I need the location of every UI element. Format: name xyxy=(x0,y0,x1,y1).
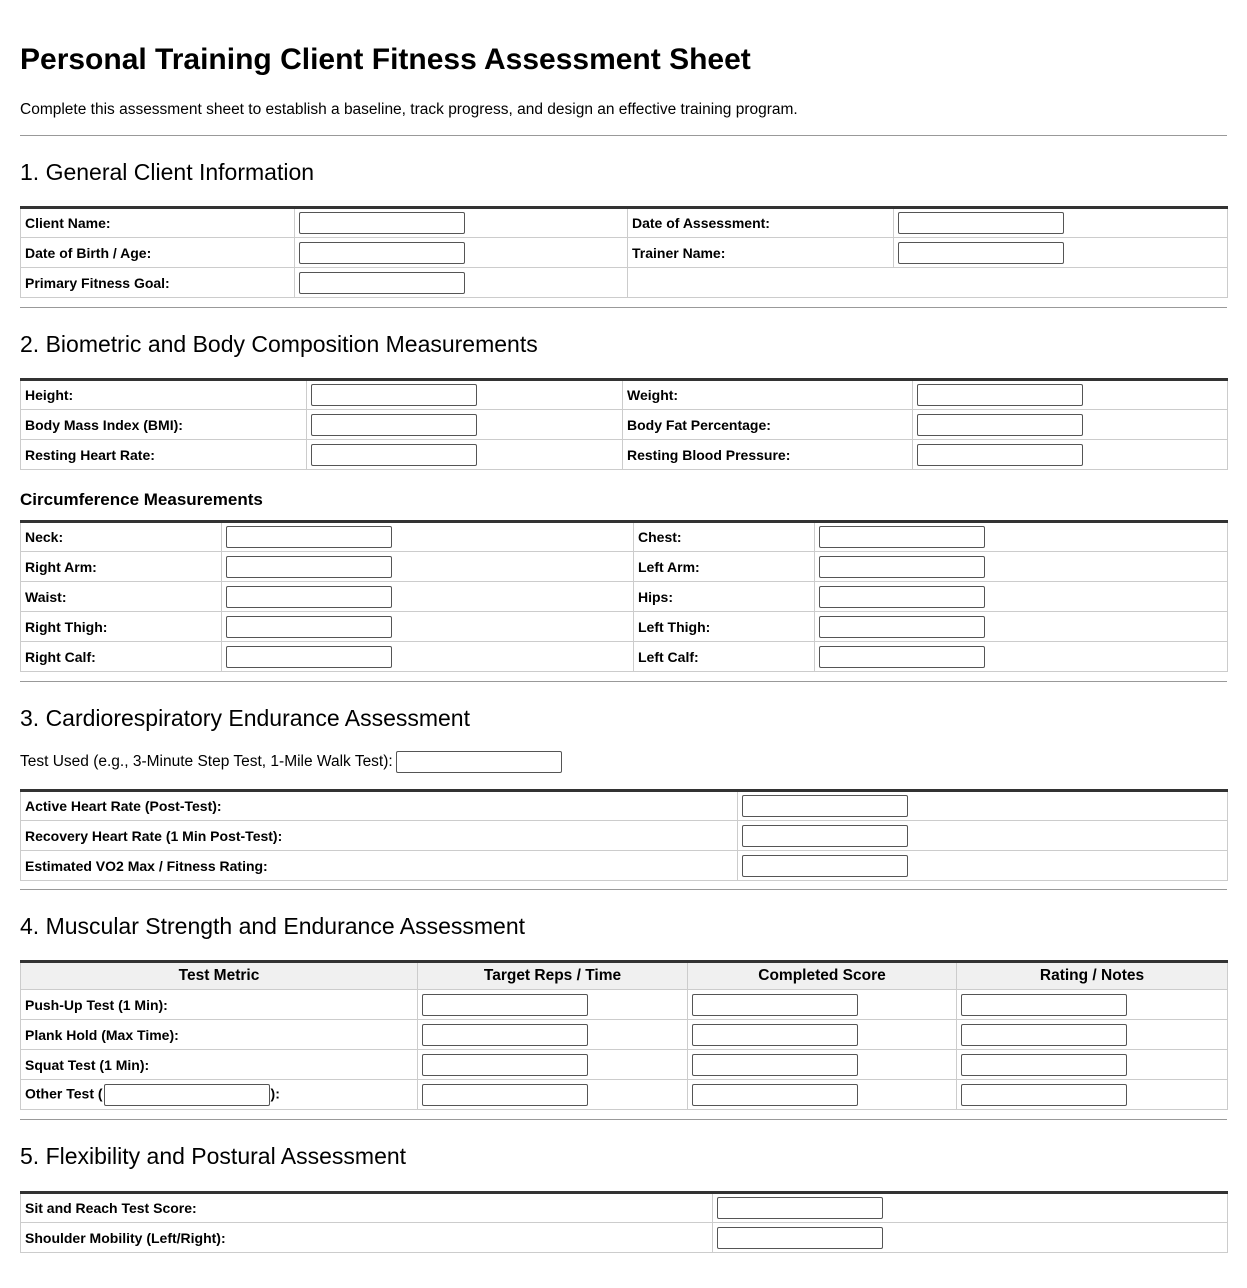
right-calf-label: Right Calf: xyxy=(21,642,222,672)
squat-label: Squat Test (1 Min): xyxy=(21,1050,418,1080)
bmi-input[interactable] xyxy=(311,414,477,436)
table-row xyxy=(21,552,1228,582)
right-thigh-label: Right Thigh: xyxy=(21,612,222,642)
table-row xyxy=(21,821,1228,851)
recovery-hr-input[interactable] xyxy=(742,825,908,847)
table-row xyxy=(21,522,1228,552)
left-arm-input[interactable] xyxy=(819,556,985,578)
resting-hr-input[interactable] xyxy=(311,444,477,466)
table-row xyxy=(21,791,1228,821)
table-header-row xyxy=(21,962,1228,990)
col-completed: Completed Score xyxy=(688,962,957,990)
plank-completed-input[interactable] xyxy=(692,1024,858,1046)
left-calf-input[interactable] xyxy=(819,646,985,668)
section-strength-heading: 4. Muscular Strength and Endurance Assessment xyxy=(20,913,526,939)
page-title: Personal Training Client Fitness Assessment Sheet xyxy=(20,43,751,76)
waist-input[interactable] xyxy=(226,586,392,608)
circumference-table xyxy=(20,520,1228,672)
left-calf-label: Left Calf: xyxy=(634,642,815,672)
date-of-assessment-cell xyxy=(894,208,1228,238)
weight-label: Weight: xyxy=(623,380,913,410)
dob-age-input[interactable] xyxy=(299,242,465,264)
active-hr-label: Active Heart Rate (Post-Test): xyxy=(21,791,738,821)
table-row xyxy=(21,410,1228,440)
client-name-input[interactable] xyxy=(299,212,465,234)
other-test-label-cell xyxy=(21,1080,418,1110)
sit-reach-input[interactable] xyxy=(717,1197,883,1219)
plank-label: Plank Hold (Max Time): xyxy=(21,1020,418,1050)
col-test-metric: Test Metric xyxy=(21,962,418,990)
shoulder-mobility-label: Shoulder Mobility (Left/Right): xyxy=(21,1223,713,1253)
trainer-name-input[interactable] xyxy=(898,242,1064,264)
table-row xyxy=(21,268,1228,298)
pushup-completed-input[interactable] xyxy=(692,994,858,1016)
general-info-table xyxy=(20,206,1228,298)
weight-input[interactable] xyxy=(917,384,1083,406)
other-rating-input[interactable] xyxy=(961,1084,1127,1106)
table-row xyxy=(21,1020,1228,1050)
pushup-rating-input[interactable] xyxy=(961,994,1127,1016)
vo2-input[interactable] xyxy=(742,855,908,877)
table-row xyxy=(21,1080,1228,1110)
body-fat-input[interactable] xyxy=(917,414,1083,436)
trainer-name-cell xyxy=(894,238,1228,268)
left-thigh-input[interactable] xyxy=(819,616,985,638)
flexibility-table xyxy=(20,1191,1228,1253)
primary-goal-label: Primary Fitness Goal: xyxy=(21,268,295,298)
other-test-name-input[interactable] xyxy=(104,1084,270,1106)
chest-input[interactable] xyxy=(819,526,985,548)
other-completed-input[interactable] xyxy=(692,1084,858,1106)
sit-reach-label: Sit and Reach Test Score: xyxy=(21,1193,713,1223)
section-general-heading: 1. General Client Information xyxy=(20,159,315,185)
neck-input[interactable] xyxy=(226,526,392,548)
dob-age-label: Date of Birth / Age: xyxy=(21,238,295,268)
hips-input[interactable] xyxy=(819,586,985,608)
col-target: Target Reps / Time xyxy=(418,962,688,990)
right-arm-label: Right Arm: xyxy=(21,552,222,582)
table-row xyxy=(21,642,1228,672)
right-thigh-input[interactable] xyxy=(226,616,392,638)
squat-completed-input[interactable] xyxy=(692,1054,858,1076)
resting-bp-input[interactable] xyxy=(917,444,1083,466)
left-arm-label: Left Arm: xyxy=(634,552,815,582)
squat-target-input[interactable] xyxy=(422,1054,588,1076)
recovery-hr-label: Recovery Heart Rate (1 Min Post-Test): xyxy=(21,821,738,851)
table-row xyxy=(21,612,1228,642)
plank-rating-input[interactable] xyxy=(961,1024,1127,1046)
table-row xyxy=(21,1050,1228,1080)
cardio-table xyxy=(20,789,1228,881)
section-flexibility-heading: 5. Flexibility and Postural Assessment xyxy=(20,1143,407,1169)
table-row xyxy=(21,1193,1228,1223)
client-name-label: Client Name: xyxy=(21,208,295,238)
other-test-suffix: ): xyxy=(270,1085,280,1102)
table-row xyxy=(21,440,1228,470)
table-row xyxy=(21,238,1228,268)
vo2-label: Estimated VO2 Max / Fitness Rating: xyxy=(21,851,738,881)
other-target-input[interactable] xyxy=(422,1084,588,1106)
resting-bp-label: Resting Blood Pressure: xyxy=(623,440,913,470)
biometric-table xyxy=(20,378,1228,470)
table-row xyxy=(21,851,1228,881)
date-of-assessment-label: Date of Assessment: xyxy=(628,208,894,238)
waist-label: Waist: xyxy=(21,582,222,612)
primary-goal-input[interactable] xyxy=(299,272,465,294)
squat-rating-input[interactable] xyxy=(961,1054,1127,1076)
circumference-heading: Circumference Measurements xyxy=(20,490,263,509)
trainer-name-label: Trainer Name: xyxy=(628,238,894,268)
intro-text: Complete this assessment sheet to establish a baseline, track progress, and design an effective training program. xyxy=(20,101,798,118)
client-name-cell xyxy=(295,208,628,238)
dob-age-cell xyxy=(295,238,628,268)
resting-hr-label: Resting Heart Rate: xyxy=(21,440,307,470)
right-calf-input[interactable] xyxy=(226,646,392,668)
pushup-target-input[interactable] xyxy=(422,994,588,1016)
bmi-label: Body Mass Index (BMI): xyxy=(21,410,307,440)
height-input[interactable] xyxy=(311,384,477,406)
active-hr-input[interactable] xyxy=(742,795,908,817)
table-row xyxy=(21,990,1228,1020)
table-row xyxy=(21,1223,1228,1253)
table-row xyxy=(21,380,1228,410)
chest-label: Chest: xyxy=(634,522,815,552)
right-arm-input[interactable] xyxy=(226,556,392,578)
table-row xyxy=(21,582,1228,612)
left-thigh-label: Left Thigh: xyxy=(634,612,815,642)
plank-target-input[interactable] xyxy=(422,1024,588,1046)
section-biometric-heading: 2. Biometric and Body Composition Measurements xyxy=(20,331,538,357)
hips-label: Hips: xyxy=(634,582,815,612)
test-used-row xyxy=(20,751,1227,773)
test-used-label: Test Used (e.g., 3-Minute Step Test, 1-Mile Walk Test): xyxy=(20,753,393,771)
section-cardio-heading: 3. Cardiorespiratory Endurance Assessment xyxy=(20,705,470,731)
strength-table xyxy=(20,960,1228,1110)
table-row xyxy=(21,208,1228,238)
body-fat-label: Body Fat Percentage: xyxy=(623,410,913,440)
shoulder-mobility-input[interactable] xyxy=(717,1227,883,1249)
primary-goal-cell xyxy=(295,268,628,298)
pushup-label: Push-Up Test (1 Min): xyxy=(21,990,418,1020)
height-label: Height: xyxy=(21,380,307,410)
other-test-prefix: Other Test ( xyxy=(25,1085,103,1102)
test-used-input[interactable] xyxy=(396,751,562,773)
col-rating: Rating / Notes xyxy=(957,962,1228,990)
neck-label: Neck: xyxy=(21,522,222,552)
date-of-assessment-input[interactable] xyxy=(898,212,1064,234)
